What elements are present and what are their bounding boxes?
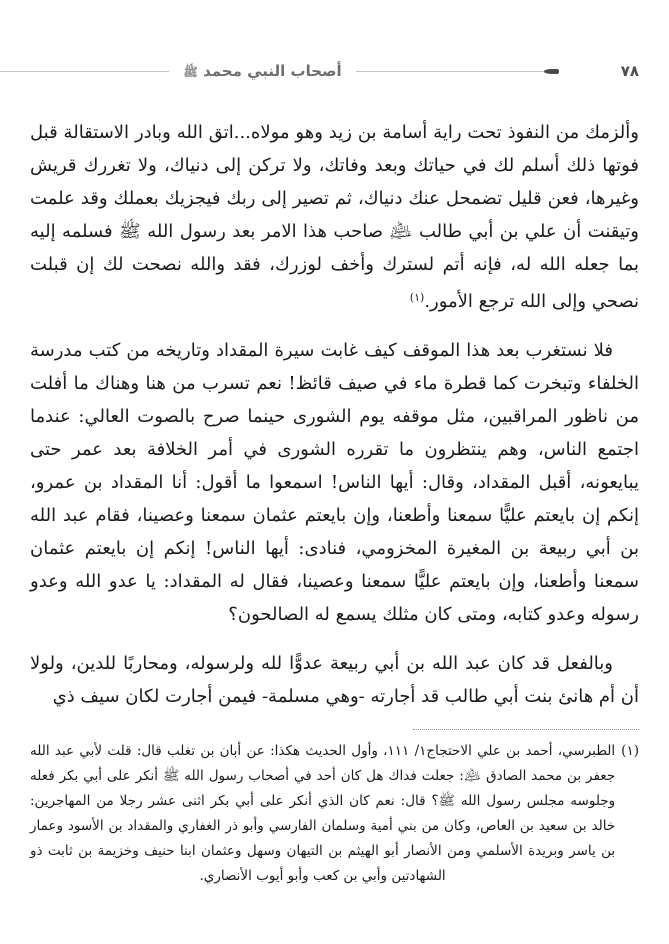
footnote <box>30 739 639 889</box>
page-number: ٧٨ <box>620 61 639 80</box>
paragraph-closing: وبالفعل قد كان عبد الله بن أبي ربيعة عدوًّا لله ولرسوله، ومحاربًا للدين، ولولا أن أم هانئ بنت أبي طالب قد أجارته -وهي مسلمة- فيمن أجارت لكان سيف ذي <box>30 653 639 707</box>
footnote-area <box>30 729 639 889</box>
paragraph-1-text: وألزمك من النفوذ تحت راية أسامة بن زيد وهو مولاه...اتق الله وبادر الاستقالة قبل فوتها ذلك أسلم لك في حياتك وبعد وفاتك، ولا تركن إلى دنياك، ولا تغررك قريش وغيرها، فعن قليل تضمحل عنك دنياك، ثم تصير إلى ربك فيجزيك بعملك وقد علمت وتيقنت أن علي بن أبي طالب ﵇ صاحب هذا الامر بعد رسول الله ﷺ فسلمه إليه بما جعله الله له، فإنه أتم لسترك وأخف لوزرك، فقد والله نصحت لك إن قبلت نصحي وإلى الله ترجع الأمور. <box>30 122 639 312</box>
header-rule-right <box>356 71 544 72</box>
header-rule-left <box>0 71 169 72</box>
footnote-text: الطبرسي، أحمد بن علي الاحتجاج١/ ١١١، وأول الحديث هكذا: عن أبان بن تغلب قال: قلت لأبي عبد الله جعفر بن محمد الصادق ﵇: جعلت فداك هل كان أحد في أصحاب رسول الله ﷺ أنكر على أبي بكر فعله وجلوسه مجلس رسول الله ﷺ؟ قال: نعم كان الذي أنكر على أبي بكر اثنى عشر رجلا من المهاجرين: خالد بن سعيد بن العاص، وكان من بني أمية وسلمان الفارسي وأبو ذر الغفاري والمقداد بن الأسود وعمار بن ياسر وبريدة الأسلمي ومن الأنصار أبو الهيثم بن التيهان وسهل وعثمان ابنا حنيف وخزيمة بن ثابت ذو الشهادتين وأبي بن كعب وأبو أيوب الأنصاري. <box>30 743 616 884</box>
running-title <box>169 61 355 80</box>
paragraph-commentary: فلا نستغرب بعد هذا الموقف كيف غابت سيرة المقداد وتاريخه من كتب مدرسة الخلفاء وتبخرت كما قطرة ماء في صيف قائظ! نعم تسرب من هنا وهناك ما أفلت من ناظور المراقبين، مثل موقفه يوم الشورى حينما صرح بالصوت العالي: عندما اجتمع الناس، وهم ينتظرون ما تقرره الشورى في أمر الخلافة بعد عمر حتى يبايعونه، أقبل المقداد، وقال: أيها الناس! اسمعوا ما أقول: أنا المقداد بن عمرو، إنكم إن بايعتم عليًّا سمعنا وأطعنا، وإن بايعتم عثمان سمعنا وعصينا، فقام عبد الله بن أبي ربيعة بن المغيرة المخزومي، فنادى: أيها الناس! إنكم إن بايعتم عثمان سمعنا وأطعنا، وإن بايعتم عليًّا سمعنا وعصينا، فقال له المقداد: يا عدو الله وعدو رسوله وعدو كتابه، ومتى كان مثلك يسمع له الصالحون؟ <box>30 340 639 625</box>
header-arrow-icon <box>544 69 559 74</box>
prophet-honorific-icon: ﷺ <box>183 64 198 79</box>
page-body <box>30 116 639 713</box>
footnote-separator <box>413 729 639 730</box>
page-header <box>0 60 639 82</box>
paragraph-quote-continuation <box>30 116 639 318</box>
running-title-text: أصحاب النبي محمد <box>203 61 342 80</box>
footnote-reference: (١) <box>409 291 425 304</box>
footnote-marker: (١) <box>621 743 639 759</box>
